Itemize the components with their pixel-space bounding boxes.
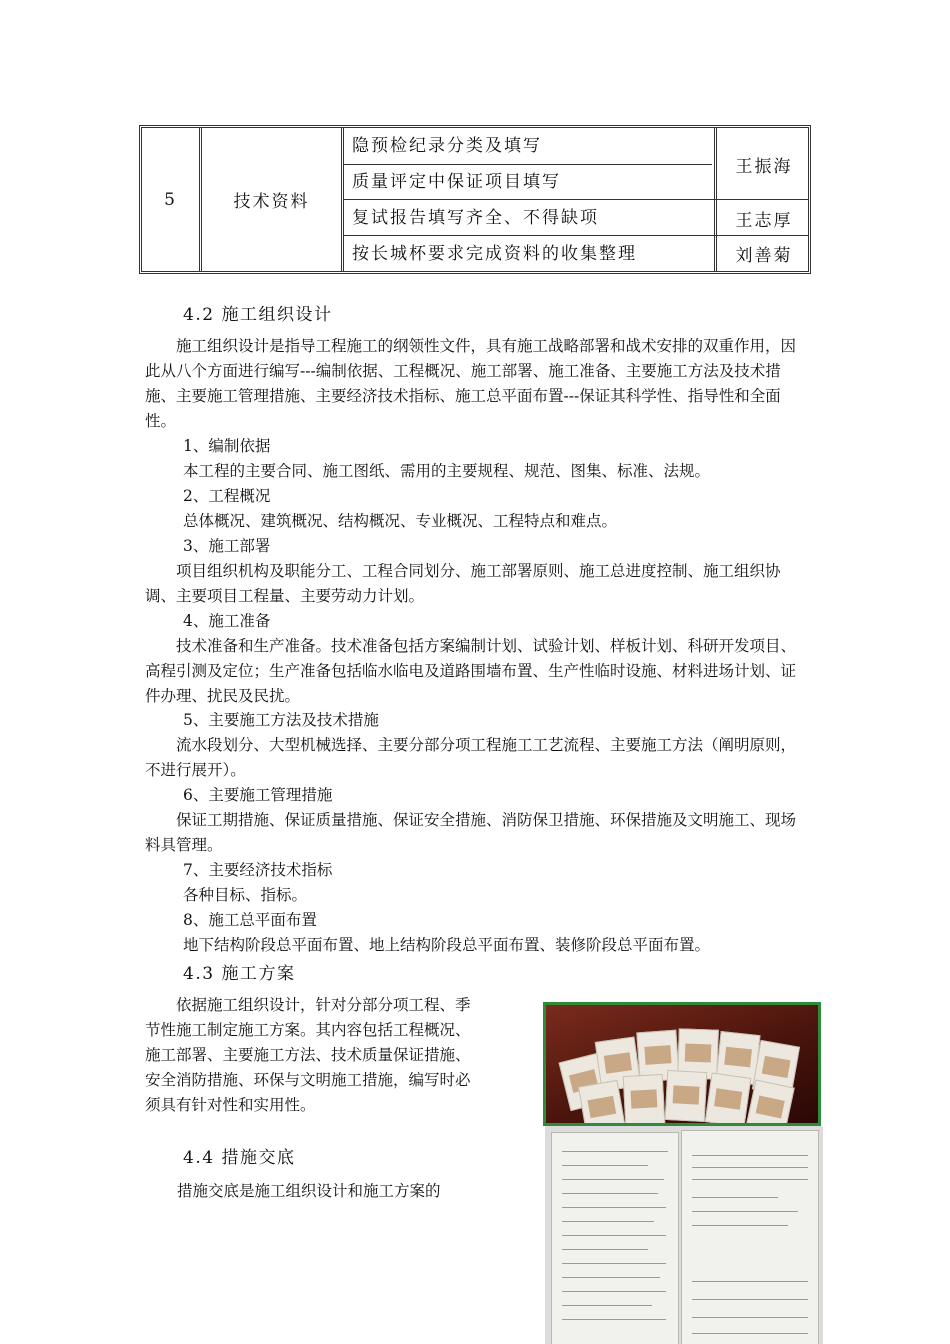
responsible-person: 王志厚 <box>735 210 793 231</box>
section-heading-4-3: 4.3 施工方案 <box>183 964 296 984</box>
documents-photo <box>543 1002 821 1126</box>
category-cell: 技术资料 <box>233 192 310 212</box>
item-title: 1、编制依据 <box>183 437 271 455</box>
item-body: 地下结构阶段总平面布置、地上结构阶段总平面布置、装修阶段总平面布置。 <box>183 936 711 954</box>
section-body: 依据施工组织设计，针对分部分项工程、季节性施工制定施工方案。其内容包括工程概况、施工部署、主要施工方法、技术质量保证措施、安全消防措施、环保与文明施工措施，编写时必须具有针对性和实用性。 <box>145 996 471 1114</box>
item-title: 4、施工准备 <box>183 612 271 630</box>
item-body: 项目组织机构及职能分工、工程合同划分、施工部署原则、施工总进度控制、施工组织协调、主要项目工程量、主要劳动力计划。 <box>145 562 781 605</box>
section-heading-4-4: 4.4 措施交底 <box>183 1148 296 1168</box>
item-title: 2、工程概况 <box>183 487 271 505</box>
scanned-sheet <box>681 1130 819 1344</box>
responsible-person: 王振海 <box>735 156 793 177</box>
item-body: 总体概况、建筑概况、结构概况、专业概况、工程特点和难点。 <box>183 512 618 530</box>
item-body: 流水段划分、大型机械选择、主要分部分项工程施工工艺流程、主要施工方法（阐明原则，不进行展开）。 <box>145 736 797 779</box>
table-item: 复试报告填写齐全、不得缺项 <box>352 208 599 228</box>
item-title: 6、主要施工管理措施 <box>183 786 333 804</box>
table-item: 隐预检纪录分类及填写 <box>352 136 542 156</box>
responsibility-table <box>139 125 811 274</box>
row-number: 5 <box>164 189 177 210</box>
item-title: 7、主要经济技术指标 <box>183 861 333 879</box>
scanned-documents-photo <box>545 1126 823 1344</box>
section-body: 措施交底是施工组织设计和施工方案的 <box>177 1182 441 1200</box>
item-body: 各种目标、指标。 <box>183 886 308 904</box>
item-body: 本工程的主要合同、施工图纸、需用的主要规程、规范、图集、标准、法规。 <box>183 462 711 480</box>
section-intro: 施工组织设计是指导工程施工的纲领性文件，具有施工战略部署和战术安排的双重作用，因此从八个方面进行编写---编制依据、工程概况、施工部署、施工准备、主要施工方法及技术措施、主要施工管理措施、主要经济技术指标、施工总平面布置---保证其科学性、指导性和全面性。 <box>145 337 797 430</box>
responsible-person: 刘善菊 <box>735 246 793 266</box>
item-title: 8、施工总平面布置 <box>183 911 317 929</box>
table-item: 按长城杯要求完成资料的收集整理 <box>352 244 637 264</box>
section-heading-4-2: 4.2 施工组织设计 <box>183 305 333 325</box>
scanned-sheet <box>551 1132 679 1344</box>
item-title: 3、施工部署 <box>183 537 271 555</box>
item-body: 技术准备和生产准备。技术准备包括方案编制计划、试验计划、样板计划、科研开发项目、高程引测及定位；生产准备包括临水临电及道路围墙布置、生产性临时设施、材料进场计划、证件办理、扰民及民扰。 <box>145 637 797 705</box>
table-item: 质量评定中保证项目填写 <box>352 172 561 192</box>
item-title: 5、主要施工方法及技术措施 <box>183 711 379 729</box>
item-body: 保证工期措施、保证质量措施、保证安全措施、消防保卫措施、环保措施及文明施工、现场料具管理。 <box>145 811 797 854</box>
